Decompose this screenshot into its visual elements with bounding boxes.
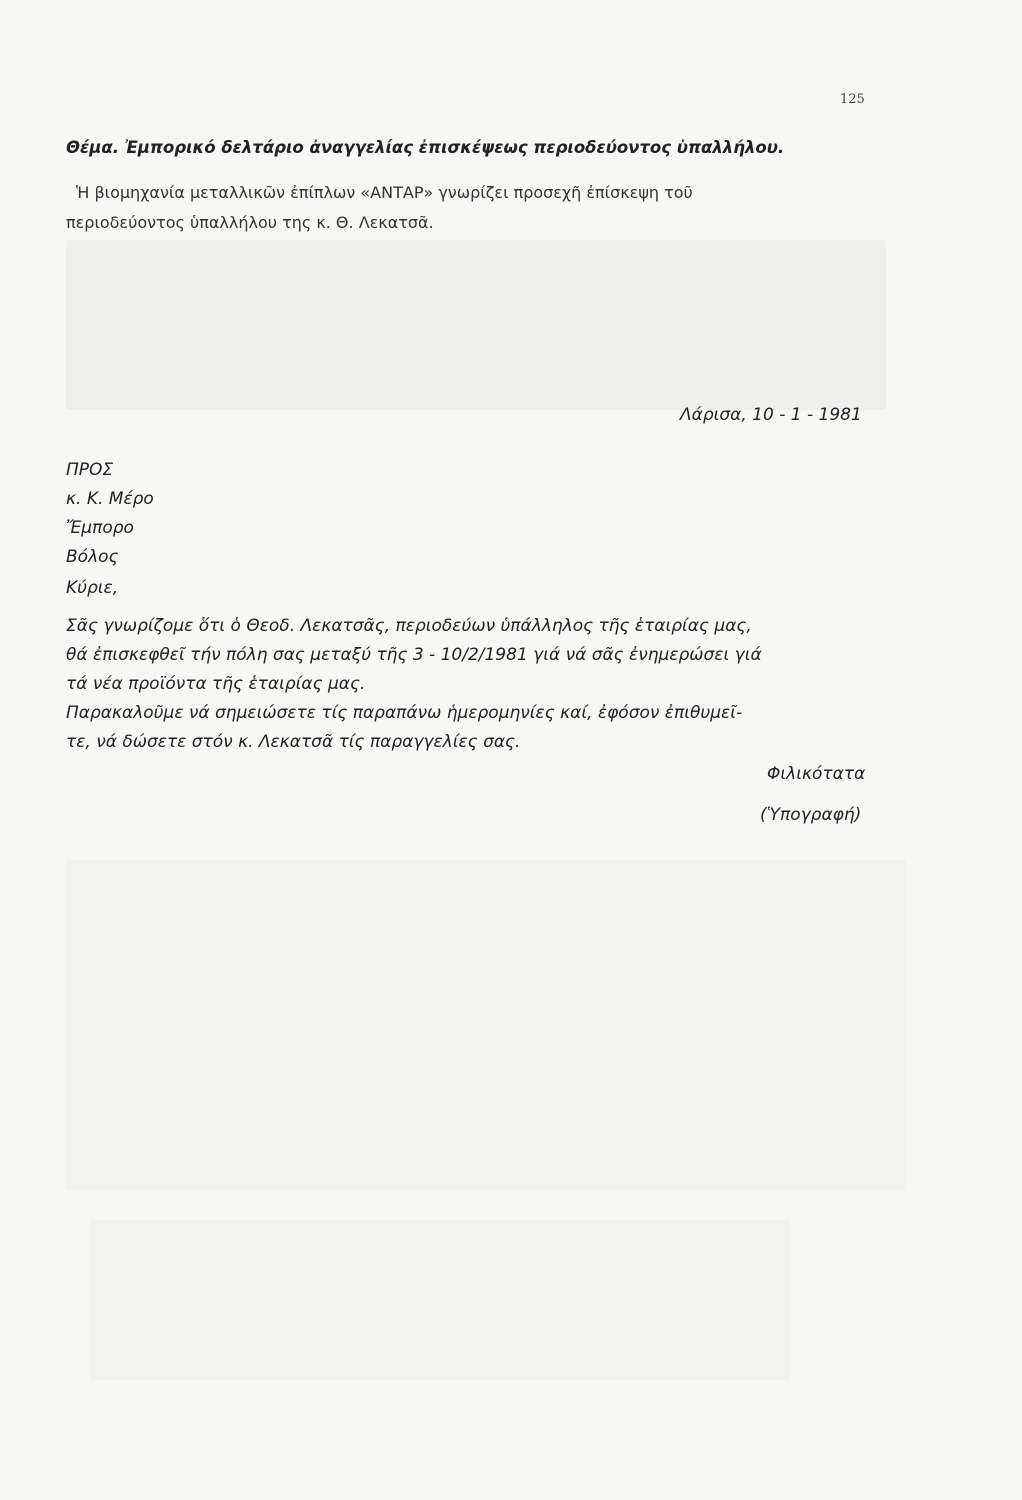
subject-heading: Θέμα. Ἐμπορικό δελτάριο ἀναγγελίας ἐπισκέψεως περιοδεύοντος ὑπαλλήλου.: [66, 138, 785, 157]
intro-line: περιοδεύοντος ὑπαλλήλου της κ. Θ. Λεκατσᾶ.: [66, 213, 434, 232]
recipient-city: Βόλος: [66, 547, 119, 567]
intro-line: Ἡ βιομηχανία μεταλλικῶν ἐπίπλων «ΑΝΤΑΡ» γνωρίζει προσεχῆ ἐπίσκεψη τοῦ: [76, 183, 693, 202]
recipient-profession: Ἔμπορο: [66, 518, 134, 538]
recipient-address: [66, 456, 154, 572]
page-number: 125: [840, 92, 865, 107]
closing: Φιλικότατα: [767, 764, 866, 784]
bleed-through-block: [90, 1220, 790, 1380]
intro-paragraph: [66, 178, 896, 238]
bleed-through-block: [66, 240, 886, 410]
body-line: Σᾶς γνωρίζομε ὅτι ὁ Θεοδ. Λεκατσᾶς, περιοδεύων ὑπάλληλος τῆς ἑταιρίας μας,: [66, 616, 752, 636]
body-line: τά νέα προϊόντα τῆς ἑταιρίας μας.: [66, 674, 366, 694]
signature: (Ὑπογραφή): [760, 805, 862, 825]
letter-date: Λάρισα, 10 - 1 - 1981: [680, 405, 862, 425]
letter-body: [66, 612, 902, 757]
body-line: Παρακαλοῦμε νά σημειώσετε τίς παραπάνω ἡμερομηνίες καί, ἐφόσον ἐπιθυμεῖ-: [66, 703, 743, 723]
salutation: Κύριε,: [66, 578, 119, 598]
body-line: θά ἐπισκεφθεῖ τήν πόλη σας μεταξύ τῆς 3 - 10/2/1981 γιά νά σᾶς ἐνημερώσει γιά: [66, 645, 762, 665]
body-line: τε, νά δώσετε στόν κ. Λεκατσᾶ τίς παραγγελίες σας.: [66, 732, 521, 752]
bleed-through-block: [66, 860, 906, 1190]
recipient-to: ΠΡΟΣ: [66, 460, 114, 480]
recipient-name: κ. Κ. Μέρο: [66, 489, 154, 509]
